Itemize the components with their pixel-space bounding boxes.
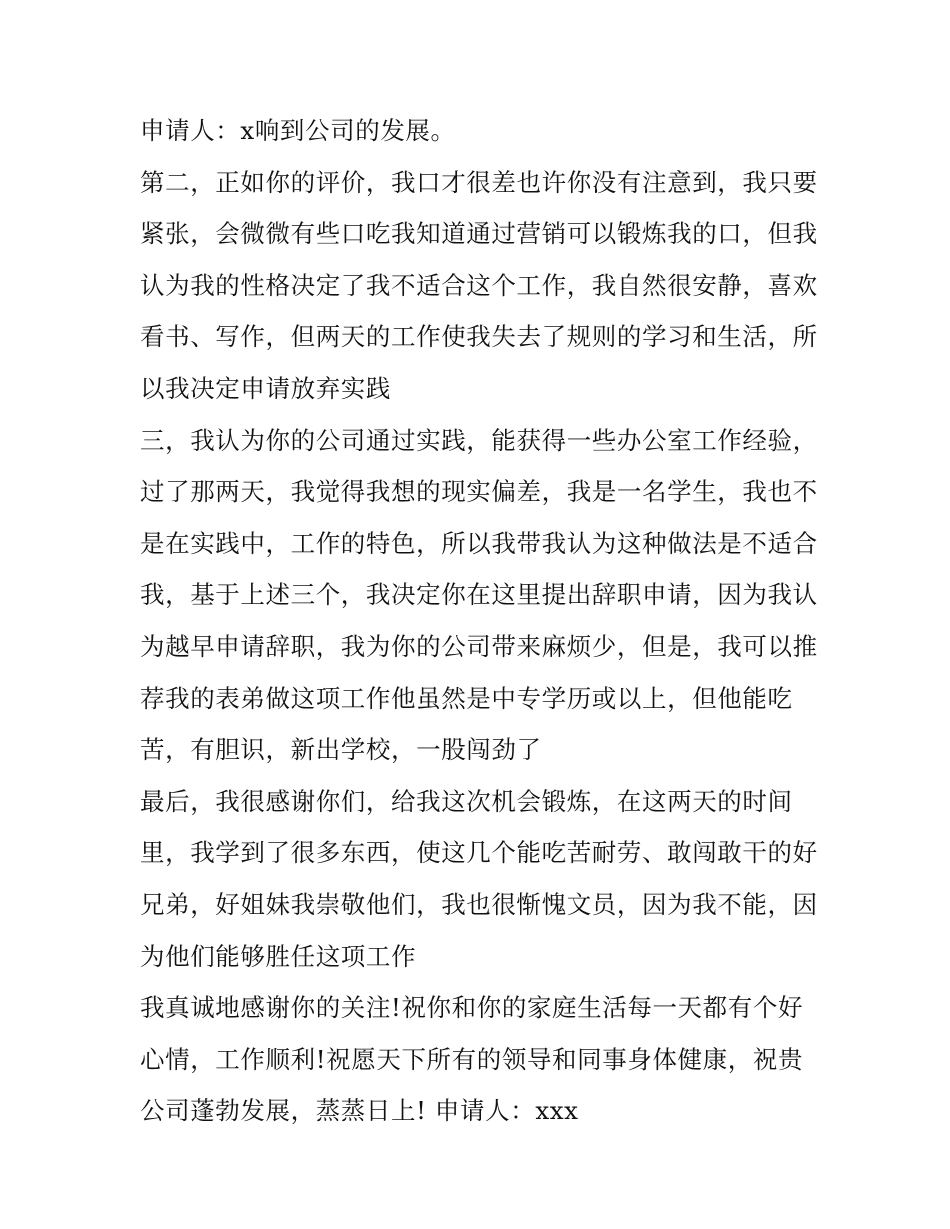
- paragraph-closing-thanks: 最后，我很感谢你们，给我这次机会锻炼，在这两天的时间里，我学到了很多东西，使这几个能吃苦耐劳、敢闯敢干的好兄弟，好姐妹我崇敬他们，我也很惭愧文员，因为我不能，因为他们能够胜任这项工作: [140, 786, 818, 971]
- paragraph-final-wishes: 我真诚地感谢你的关注!祝你和你的家庭生活每一天都有个好心情，工作顺利!祝愿天下所有的领导和同事身体健康，祝贵公司蓬勃发展，蒸蒸日上! 申请人：xxx: [140, 993, 804, 1126]
- paragraph-applicant-fragment: 申请人：x响到公司的发展。: [140, 116, 456, 145]
- document-body: [140, 105, 820, 1137]
- paragraph-second-point: 第二，正如你的评价，我口才很差也许你没有注意到，我只要紧张，会微微有些口吃我知道通过营销可以锻炼我的口，但我认为我的性格决定了我不适合这个工作，我自然很安静，喜欢看书、写作，但两天的工作使我失去了规则的学习和生活，所以我决定申请放弃实践: [140, 167, 818, 403]
- paragraph-third-point: 三，我认为你的公司通过实践，能获得一些办公室工作经验，过了那两天，我觉得我想的现实偏差，我是一名学生，我也不是在实践中，工作的特色，所以我带我认为这种做法是不适合我，基于上述三个，我决定你在这里提出辞职申请，因为我认为越早申请辞职，我为你的公司带来麻烦少，但是，我可以推荐我的表弟做这项工作他虽然是中专学历或以上，但他能吃苦，有胆识，新出学校，一股闯劲了: [140, 425, 818, 765]
